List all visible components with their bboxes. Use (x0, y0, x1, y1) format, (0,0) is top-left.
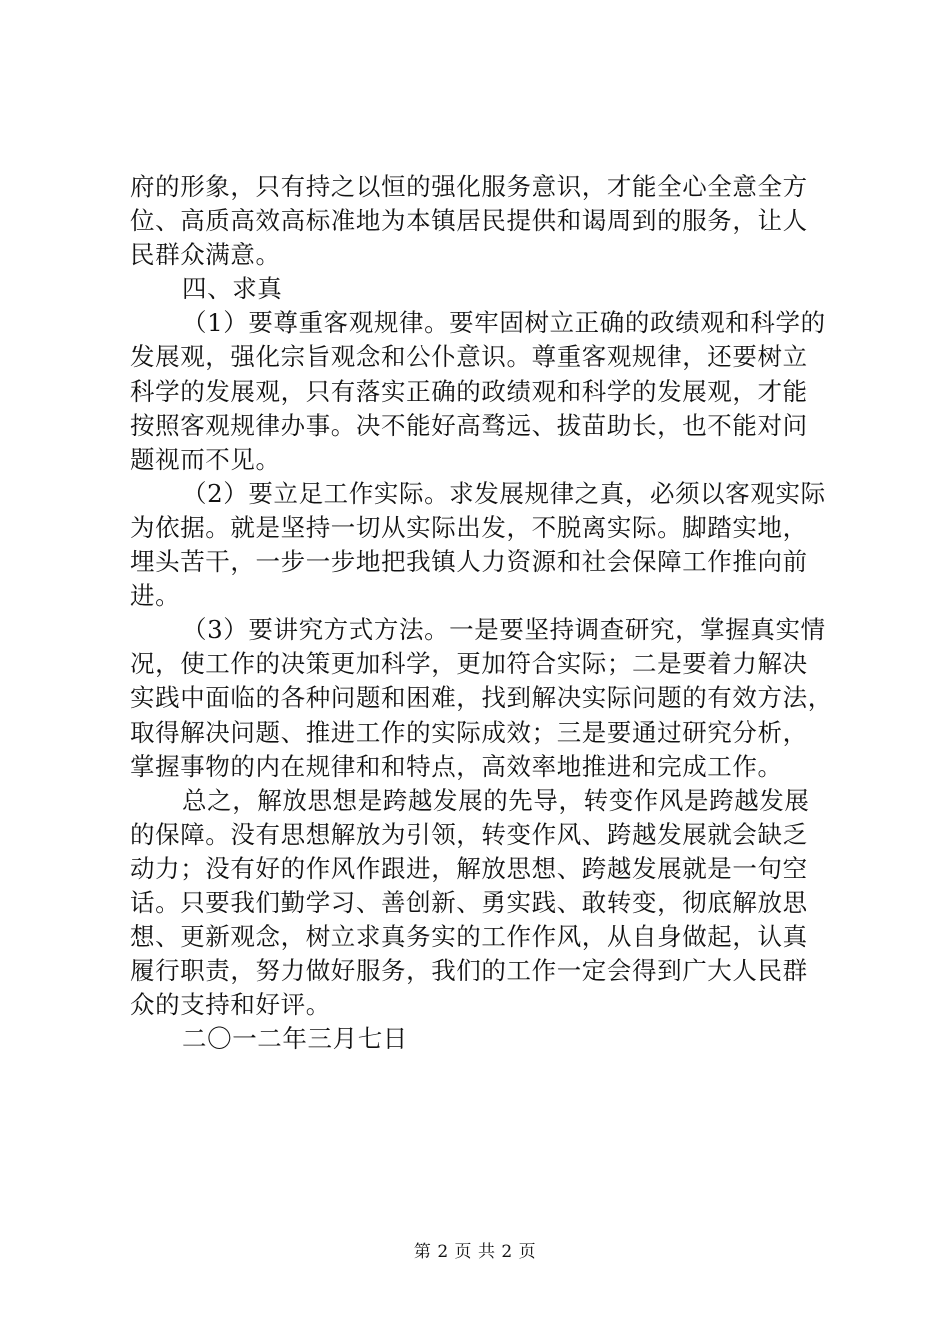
text-line: 为依据。就是坚持一切从实际出发，不脱离实际。脚踏实地， (130, 512, 808, 542)
text-line: 履行职责，努力做好服务，我们的工作一定会得到广大人民群 (130, 956, 808, 986)
document-body (130, 170, 833, 1056)
text-line: 科学的发展观，只有落实正确的政绩观和科学的发展观，才能 (130, 376, 808, 406)
text-line: 众的支持和好评。 (130, 990, 331, 1020)
text-line: 取得解决问题、推进工作的实际成效；三是要通过研究分析， (130, 717, 808, 747)
text-line: 按照客观规律办事。决不能好高骛远、拔苗助长，也不能对问 (130, 410, 808, 440)
text-line: 民群众满意。 (130, 240, 281, 270)
text-line: 话。只要我们勤学习、善创新、勇实践、敢转变，彻底解放思 (130, 887, 808, 917)
text-line: 的保障。没有思想解放为引领，转变作风、跨越发展就会缺乏 (130, 819, 808, 849)
text-line: 发展观，强化宗旨观念和公仆意识。尊重客观规律，还要树立 (130, 342, 808, 372)
text-line: 总之，解放思想是跨越发展的先导，转变作风是跨越发展 (182, 785, 810, 815)
text-line: 二〇一二年三月七日 (182, 1024, 408, 1054)
text-line: 位、高质高效高标准地为本镇居民提供和谒周到的服务，让人 (130, 206, 808, 236)
text-line: 埋头苦干，一步一步地把我镇人力资源和社会保障工作推向前 (130, 547, 808, 577)
page-footer: 第 2 页 共 2 页 (413, 1242, 537, 1262)
text-line: 想、更新观念，树立求真务实的工作作风，从自身做起，认真 (130, 922, 808, 952)
text-line: （1）要尊重客观规律。要牢固树立正确的政绩观和科学的 (182, 308, 826, 338)
text-line: 掌握事物的内在规律和和特点，高效率地推进和完成工作。 (130, 751, 783, 781)
text-line: 实践中面临的各种问题和困难，找到解决实际问题的有效方法， (130, 683, 833, 713)
text-line: 动力；没有好的作风作跟进，解放思想、跨越发展就是一句空 (130, 853, 808, 883)
text-line: （2）要立足工作实际。求发展规律之真，必须以客观实际 (182, 478, 826, 508)
text-line: 四、求真 (182, 274, 283, 304)
text-line: 府的形象，只有持之以恒的强化服务意识，才能全心全意全方 (130, 172, 808, 201)
text-line: 进。 (130, 581, 181, 611)
text-line: 题视而不见。 (130, 444, 281, 474)
text-line: 况，使工作的决策更加科学，更加符合实际；二是要着力解决 (130, 649, 808, 679)
text-line: （3）要讲究方式方法。一是要坚持调查研究，掌握真实情 (182, 615, 826, 645)
